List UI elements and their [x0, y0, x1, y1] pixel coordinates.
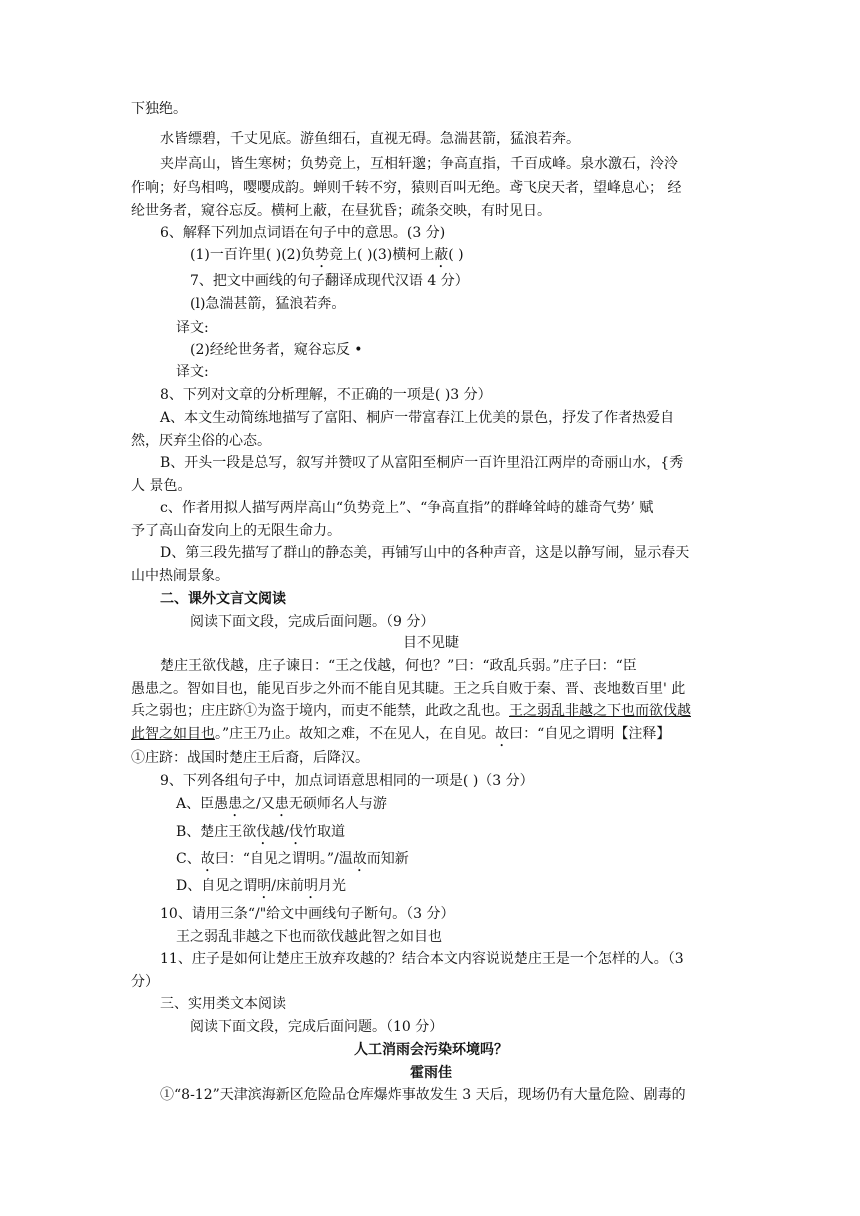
option-a-cont: 然，厌弃尘俗的心态。 — [131, 433, 271, 449]
question-11-cont: 分） — [131, 974, 159, 990]
text-segment: (1)一百许里( )(2)负 — [190, 247, 316, 263]
option-b — [176, 821, 776, 848]
option-b-cont: 人 景色。 — [131, 478, 192, 494]
dotted-word: 患 — [228, 796, 243, 812]
option-a: A、本文生动简练地描写了富阳、桐庐一带富春江上优美的景色，抒发了作者热爱自 — [160, 410, 675, 426]
text-segment: 竹取道 — [303, 824, 346, 840]
option-d-cont: 山中热闹景象。 — [131, 568, 229, 584]
question-6-title: 6、解释下列加点词语在句子中的意思。(3 分) — [160, 225, 446, 241]
passage-line — [131, 723, 731, 750]
text-line: 水皆缥碧，千丈见底。游鱼细石，直视无碍。急湍甚箭，猛浪若奔。 — [160, 131, 580, 147]
text-segment: A、臣愚 — [176, 796, 229, 812]
section-3-intro: 阅读下面文段，完成后面问题。（10 分） — [190, 1019, 444, 1035]
text-line: 作响；好鸟相鸣，嘤嘤成韵。蝉则千转不穷，猿则百叫无绝。鸢飞戾天者，望峰息心； 经 — [131, 180, 682, 196]
section-3-heading: 三、实用类文本阅读 — [160, 996, 286, 1012]
question-9-title: 9、下列各组句子中，加点词语意思相同的一项是( )（3 分） — [160, 773, 534, 789]
article-line: ①“8-12”天津滨海新区危险品仓库爆炸事故发生 3 天后，现场仍有大量危险、剧毒的 — [160, 1087, 686, 1103]
question-6-items — [190, 244, 790, 271]
dotted-word: 明 — [303, 878, 318, 894]
question-8-title: 8、下列对文章的分析理解，不正确的一项是( )3 分） — [160, 387, 492, 403]
text-line: 夹岸高山，皆生寒树；负势竞上，互相轩邈；争高直指，千百成峰。泉水激石，泠泠 — [160, 156, 678, 172]
section-2-intro: 阅读下面文段，完成后面问题。（9 分） — [190, 614, 435, 630]
underlined-sentence: 王之弱乱非越之下也而欲伐越 — [509, 703, 691, 719]
dotted-word: 伐 — [289, 824, 304, 840]
dotted-word: 故 — [200, 851, 215, 867]
dotted-word: 伐 — [256, 824, 271, 840]
text-segment: 竞上( )(3)横柯上 — [329, 247, 435, 263]
article-title: 人工消雨会污染环境吗？ — [354, 1042, 508, 1058]
text-segment: 越/ — [270, 824, 290, 840]
text-segment: 之/又 — [242, 796, 275, 812]
question-7-sentence-2: (2)经纶世务者，窥谷忘反 • — [190, 342, 363, 358]
text-segment: 无硕师名人与游 — [288, 796, 387, 812]
text-line: 纶世务者，窥谷忘反。横柯上蔽，在昼犹昏；疏条交映，有时见日。 — [131, 203, 551, 219]
option-d: D、第三段先描写了群山的静态美，再铺写山中的各种声音，这是以静写闹，显示春天 — [160, 545, 690, 561]
passage-line: 楚庄王欲伐越，庄子谏日：“王之伐越，何也？”曰：“政乱兵弱。”庄子曰：“臣 — [160, 658, 637, 674]
question-11: 11、庄子是如何让楚庄王放弃攻越的？结合本文内容说说楚庄王是一个怎样的人。（3 — [160, 951, 684, 967]
option-c: c、作者用拟人描写两岸高山“负势竞上”、“争高直指”的群峰耸峙的雄奇气势’ 赋 — [160, 500, 654, 516]
text-segment: 月光 — [317, 878, 346, 894]
translation-label: 译文: — [176, 364, 209, 380]
section-2-heading: 二、课外文言文阅读 — [160, 591, 286, 607]
text-segment: C、 — [176, 851, 201, 867]
passage-line — [131, 700, 731, 722]
text-segment: 兵之弱也；庄庄跻①为盗于境内，而吏不能禁，此政之乱也。 — [131, 703, 509, 719]
question-7-sentence-1: (l)急湍甚箭，猛浪若奔。 — [190, 296, 346, 312]
text-segment: D、自见之谓 — [176, 878, 258, 894]
option-b: B、开头一段是总写，叙写并赞叹了从富阳至桐庐一百许里沿江两岸的奇丽山水，{秀 — [160, 455, 684, 471]
dotted-word: 势 — [315, 247, 330, 263]
text-segment: 曰：“自见之谓明【注释】 — [509, 726, 671, 742]
dotted-word: 蔽 — [434, 247, 449, 263]
option-c-cont: 予了高山奋发向上的无限生命力。 — [131, 523, 341, 539]
question-7-title: 7、把文中画线的句子翻译成现代汉语 4 分） — [190, 273, 469, 289]
dotted-word: 患 — [274, 796, 289, 812]
question-10-title: 10、请用三条“/"给文中画线句子断句。（3 分） — [160, 906, 455, 922]
dotted-word: 明 — [257, 878, 272, 894]
translation-label: 译文: — [176, 320, 209, 336]
article-author: 霍雨佳 — [410, 1065, 452, 1081]
text-segment: B、楚庄王欲 — [176, 824, 257, 840]
text-segment: ( ) — [448, 247, 464, 263]
dotted-word: 故 — [495, 726, 510, 742]
passage-line: 愚患之。智如目也，能见百步之外而不能自见其睫。王之兵自败于秦、晋、丧地数百里' 此 — [131, 681, 686, 697]
text-segment: 而知新 — [366, 851, 409, 867]
dotted-word: 故 — [352, 851, 367, 867]
text-segment: /床前 — [271, 878, 304, 894]
option-a — [176, 793, 776, 820]
passage-title: 目不见睫 — [403, 635, 459, 651]
option-c — [176, 848, 776, 875]
question-10-sentence: 王之弱乱非越之下也而欲伐越此智之如目也 — [176, 929, 442, 945]
text-line: 下独绝。 — [131, 101, 187, 117]
annotation: ①庄跻：战国时楚庄王后裔，后降汉。 — [131, 750, 369, 766]
text-segment: 曰：“自见之谓明。”/温 — [214, 851, 353, 867]
option-d — [176, 875, 776, 902]
text-segment: 。”庄王乃止。故知之难，不在见人，在自见。 — [215, 726, 496, 742]
underlined-sentence: 此智之如目也 — [131, 726, 215, 742]
